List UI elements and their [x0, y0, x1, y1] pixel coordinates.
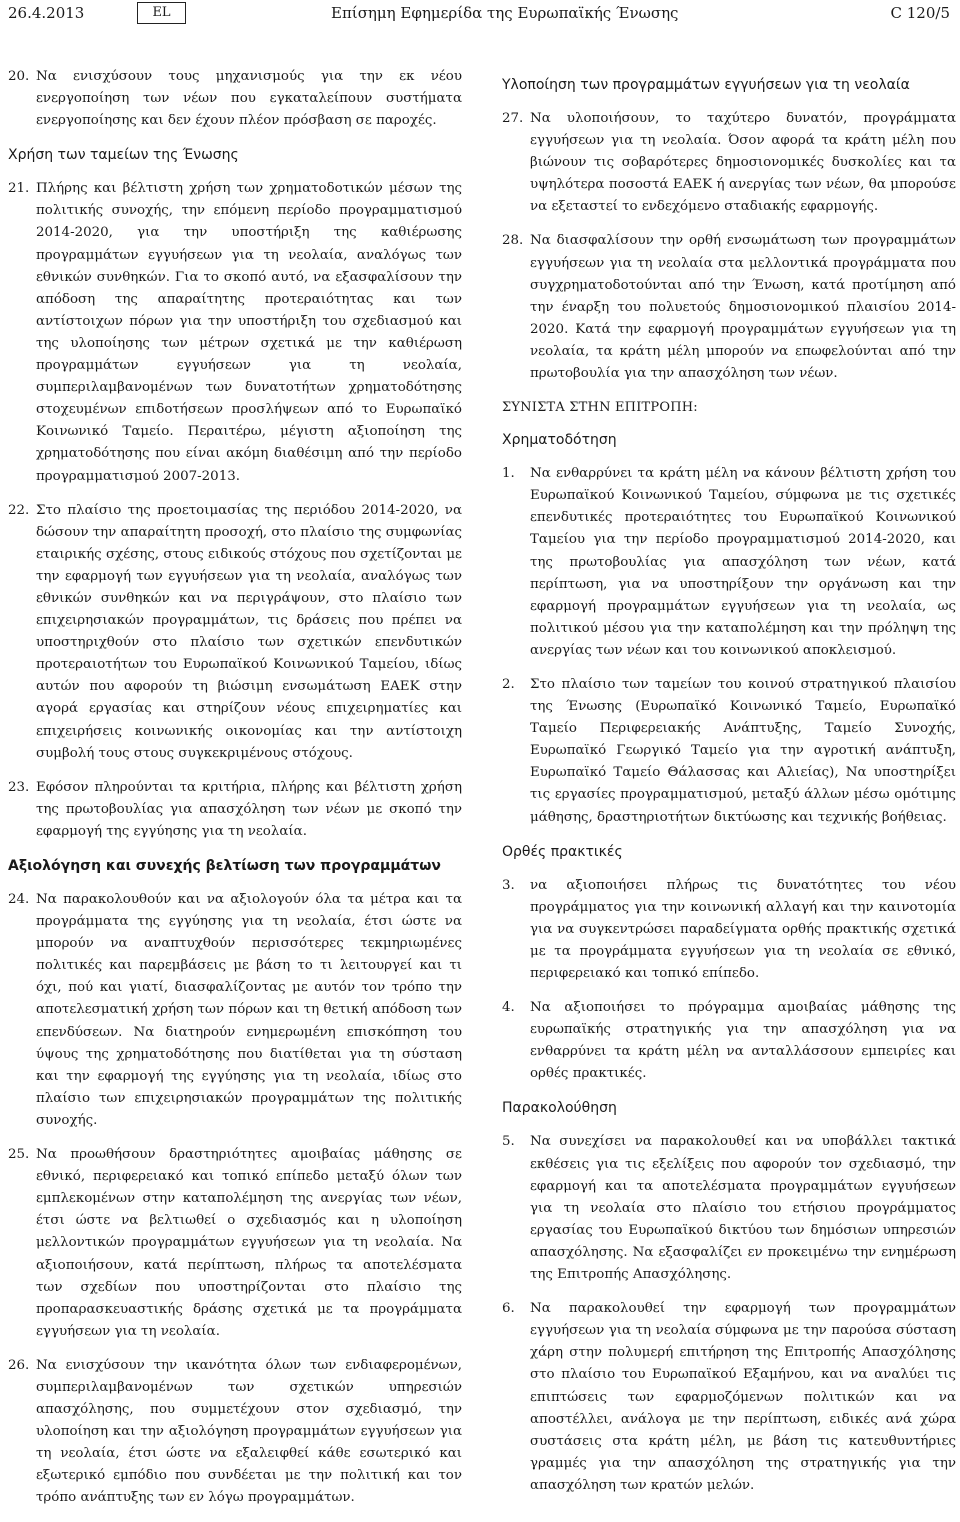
paragraph-text: Να ενισχύσουν την ικανότητα όλων των ενδιαφερομένων, συμπεριλαμβανομένων των σχετικών υπηρεσιών απασχόλησης, που συμμετέχουν στον σχεδιασμό, την υλοποίηση και την αξιολόγηση προγραμμάτων εγγυήσεων για τη νεολαία, έτσι ώστε να εξαλειφθεί κάθε εσωτερικό και εξωτερικό εμπόδιο που συνδέεται με την πολιτική και τον τρόπο ανάπτυξης των εν λόγω προγραμμάτων. — [36, 1357, 462, 1506]
paragraph-26 — [8, 1355, 462, 1510]
item-number: 3. — [502, 877, 515, 893]
item-5 — [502, 1131, 956, 1286]
page-number: C 120/5 — [890, 4, 950, 22]
item-4 — [502, 997, 956, 1085]
paragraph-number: 22. — [8, 502, 30, 518]
paragraph-27 — [502, 108, 956, 218]
paragraph-number: 28. — [502, 233, 524, 249]
paragraph-number: 25. — [8, 1147, 30, 1163]
section-heading: Παρακολούθηση — [502, 1100, 617, 1117]
section-heading: Αξιολόγηση και συνεχής βελτίωση των προγραμμάτων — [8, 858, 441, 874]
item-3 — [502, 875, 956, 985]
right-column — [502, 66, 956, 1509]
item-number: 4. — [502, 1000, 515, 1016]
recommendation-heading: ΣΥΝΙΣΤΑ ΣΤΗΝ ΕΠΙΤΡΟΠΗ: — [502, 400, 698, 416]
paragraph-text: Να ενισχύσουν τους μηχανισμούς για την εκ νέου ενεργοποίηση των νέων που εγκαταλείπουν συστήματα ενεργοποίησης και δεν έχουν πλέον πρόσβαση σε παροχές. — [36, 69, 462, 129]
paragraph-22 — [8, 500, 462, 765]
paragraph-24 — [8, 889, 462, 1132]
section-heading: Χρηματοδότηση — [502, 432, 617, 449]
paragraph-number: 26. — [8, 1357, 30, 1373]
paragraph-21 — [8, 178, 462, 487]
item-1 — [502, 463, 956, 662]
paragraph-number: 20. — [8, 69, 30, 84]
item-number: 1. — [502, 466, 515, 482]
item-text: Στο πλαίσιο των ταμείων του κοινού στρατηγικού πλαισίου της Ένωσης (Ευρωπαϊκό Κοινωνικό Ταμείο, Ευρωπαϊκό Ταμείο Περιφερειακής Ανάπτυξης, Ταμείο Συνοχής, Ευρωπαϊκό Γεωργικό Ταμείο για την αγροτική ανάπτυξη, Ευρωπαϊκό Ταμείο Θάλασσας και Αλιείας), Να υποστηρίξει τις εργασίες προγραμματισμού, μεταξύ άλλων μέσω ομότιμης μάθησης, δραστηριοτήτων δικτύωσης και τεχνικής βοήθειας. — [530, 676, 956, 825]
item-2 — [502, 674, 956, 829]
paragraph-number: 27. — [502, 111, 524, 126]
item-text: Να ενθαρρύνει τα κράτη μέλη να κάνουν βέλτιστη χρήση του Ευρωπαϊκού Κοινωνικού Ταμείου, σύμφωνα με τις σχετικές επενδυτικές προτεραιότητες του Ευρωπαϊκού Κοινωνικού Ταμείου για την περίοδο προγραμματισμού 2014-2020, και της πρωτοβουλίας για απασχόληση των νέων, κατά περίπτωση, για να υποστηρίξουν την οργάνωση και την εφαρμογή προγραμμάτων εγγυήσεων για τη νεολαία, ως πολιτικού μέσου για την καταπολέμηση και την πρόληψη της ανεργίας των νέων και του κοινωνικού αποκλεισμού. — [530, 466, 956, 658]
item-text: Να παρακολουθεί την εφαρμογή των προγραμμάτων εγγυήσεων για τη νεολαία σύμφωνα με την παρούσα σύσταση χάρη στην πολυμερή επιτήρηση της Επιτροπής Απασχόλησης στο πλαίσιο του Ευρωπαϊκού Εξαμήνου, και να αναλύει τις επιπτώσεις των εφαρμοζόμενων πολιτικών και να αποστέλλει, ανάλογα με την περίπτωση, ειδικές ανά χώρα συστάσεις στα κράτη μέλη, με βάση τις κατευθυντήριες γραμμές για την απασχόληση της στρατηγικής για την απασχόληση των κρατών μελών. — [530, 1301, 956, 1493]
item-number: 5. — [502, 1134, 515, 1150]
paragraph-number: 24. — [8, 892, 30, 907]
page-header — [0, 0, 960, 28]
item-text: Να αξιοποιήσει το πρόγραμμα αμοιβαίας μάθησης της ευρωπαϊκής στρατηγικής για την απασχόληση για να ενθαρρύνει τα κράτη μέλη να ανταλλάσσουν εμπειρίες και ορθές πρακτικές. — [530, 1000, 956, 1082]
paragraph-28 — [502, 230, 956, 385]
item-text: να αξιοποιήσει πλήρως τις δυνατότητες του νέου προγράμματος για την κοινωνική αλλαγή και την καινοτομία για να συγκεντρώσει παραδείγματα ορθής πρακτικής σχετικά με τα προγράμματα εγγυήσεων για τη νεολαία σε εθνικό, περιφερειακό και τοπικό επίπεδο. — [530, 877, 956, 981]
item-6 — [502, 1298, 956, 1497]
section-heading: Ορθές πρακτικές — [502, 843, 623, 860]
paragraph-number: 21. — [8, 181, 30, 197]
section-heading: Χρήση των ταμείων της Ένωσης — [8, 147, 239, 164]
language-box: EL — [137, 2, 186, 24]
journal-title: Επίσημη Εφημερίδα της Ευρωπαϊκής Ένωσης — [331, 4, 679, 22]
paragraph-text: Να παρακολουθούν και να αξιολογούν όλα τα μέτρα και τα προγράμματα της εγγύησης για τη νεολαία, έτσι ώστε να μπορούν να αναπτυχθούν περισσότερες τεκμηριωμένες πολιτικές και παρεμβάσεις με βάση το τι λειτουργεί και τι όχι, πού και γιατί, διασφαλίζοντας με αυτόν τον τρόπο την αποτελεσματική χρήση των πόρων και τη θετική απόδοση των επενδύσεων. Να διατηρούν ενημερωμένη επισκόπηση του ύψους της χρηματοδότησης που διατίθεται για τη σύσταση και την εφαρμογή της εγγύησης για τη νεολαία, ιδίως στο πλαίσιο των επιχειρησιακών προγραμμάτων της πολιτικής συνοχής. — [36, 892, 462, 1128]
publication-date: 26.4.2013 — [8, 4, 85, 22]
paragraph-text: Να υλοποιήσουν, το ταχύτερο δυνατόν, προγράμματα εγγυήσεων για τη νεολαία. Όσον αφορά τα κράτη μέλη που βιώνουν τις σοβαρότερες δημοσιονομικές δυσκολίες και τα υψηλότερα ποσοστά ΕΑΕΚ ή ανεργίας των νέων, θα μπορούσε να εξεταστεί το ενδεχόμενο σταδιακής εφαρμογής. — [530, 111, 956, 215]
paragraph-text: Πλήρης και βέλτιστη χρήση των χρηματοδοτικών μέσων της πολιτικής συνοχής, την επόμενη περίοδο προγραμματισμού 2014-2020, για την υποστήριξη της καθιέρωσης προγραμμάτων εγγυήσεων για τη νεολαία, αναλόγως των εθνικών συνθηκών. Για το σκοπό αυτό, να εξασφαλίσουν την απόδοση της απαραίτητης προτεραιότητας και των αντίστοιχων πόρων για την υποστήριξη του σχεδιασμού και της υλοποίησης των μέτρων σχετικά με την καθιέρωση προγραμμάτων εγγυήσεων για τη νεολαία, συμπεριλαμβανομένων των δυνατοτήτων χρηματοδότησης στοχευμένων επιδοτήσεων προσλήψεων από το Ευρωπαϊκό Κοινωνικό Ταμείο. Περαιτέρω, μέγιστη αξιοποίηση της χρηματοδότησης που είναι ακόμη διαθέσιμη από την περίοδο προγραμματισμού 2007-2013. — [36, 181, 462, 484]
paragraph-text: Στο πλαίσιο της προετοιμασίας της περιόδου 2014-2020, να δώσουν την απαραίτητη προσοχή, στο πλαίσιο της συμφωνίας εταιρικής σχέσης, στους ειδικούς στόχους που σχετίζονται με την εφαρμογή των εγγυήσεων για τη νεολαία, αναλόγως των εθνικών συνθηκών και να περιγράψουν, στο πλαίσιο των επιχειρησιακών προγραμμάτων, τις δράσεις που πρέπει να υποστηριχθούν στο πλαίσιο των σχετικών επενδυτικών προτεραιοτήτων του Ευρωπαϊκού Κοινωνικού Ταμείου, ιδίως αυτών που αφορούν τη βιώσιμη ενσωμάτωση ΕΑΕΚ στην αγορά εργασίας και στηρίζουν νέους επιχειρηματίες και επιχειρήσεις κοινωνικής οικονομίας και την αντίστοιχη συμβολή τους στους συγκεκριμένους στόχους. — [36, 502, 462, 761]
left-column — [8, 66, 462, 1522]
item-number: 2. — [502, 676, 515, 692]
paragraph-text: Να προωθήσουν δραστηριότητες αμοιβαίας μάθησης σε εθνικό, περιφερειακό και τοπικό επίπεδο μεταξύ όλων των εμπλεκομένων στην καταπολέμηση της ανεργίας των νέων, έτσι ώστε να βελτιωθεί ο σχεδιασμός και η υλοποίηση μελλοντικών προγραμμάτων εγγυήσεων για τη νεολαία. Να αξιοποιήσουν, κατά περίπτωση, πλήρως τα αποτελέσματα των σχεδίων που υποστηρίζονται στο πλαίσιο της προπαρασκευαστικής δράσης σχετικά με τα προγράμματα εγγυήσεων για τη νεολαία. — [36, 1147, 462, 1339]
section-heading: Υλοποίηση των προγραμμάτων εγγυήσεων για τη νεολαία — [502, 77, 910, 93]
item-text: Να συνεχίσει να παρακολουθεί και να υποβάλλει τακτικά εκθέσεις για τις εξελίξεις που αφορούν τον σχεδιασμό, την εφαρμογή και τα αποτελέσματα προγραμμάτων εγγυήσεων για τη νεολαία στο πλαίσιο του ετήσιου προγράμματος εργασίας του Ευρωπαϊκού δικτύου των δημόσιων υπηρεσιών απασχόλησης. Να εξασφαλίζει εν προκειμένω την ενημέρωση της Επιτροπής Απασχόλησης. — [530, 1134, 956, 1283]
item-number: 6. — [502, 1301, 515, 1317]
paragraph-25 — [8, 1144, 462, 1343]
paragraph-20 — [8, 66, 462, 132]
paragraph-23 — [8, 777, 462, 843]
paragraph-text: Εφόσον πληρούνται τα κριτήρια, πλήρης και βέλτιστη χρήση της πρωτοβουλίας για απασχόληση των νέων με σκοπό την εφαρμογή της εγγύησης για τη νεολαία. — [36, 779, 462, 839]
paragraph-number: 23. — [8, 779, 30, 795]
paragraph-text: Να διασφαλίσουν την ορθή ενσωμάτωση των προγραμμάτων εγγυήσεων για τη νεολαία στα μελλοντικά προγράμματα που συγχρηματοδοτούνται από την Ένωση, κατά προτίμηση από την έναρξη του πολυετούς δημοσιονομικού πλαισίου 2014-2020. Κατά την εφαρμογή προγραμμάτων εγγυήσεων για τη νεολαία, τα κράτη μέλη μπορούν να επωφελούνται από την πρωτοβουλία για την απασχόληση των νέων. — [530, 233, 956, 382]
